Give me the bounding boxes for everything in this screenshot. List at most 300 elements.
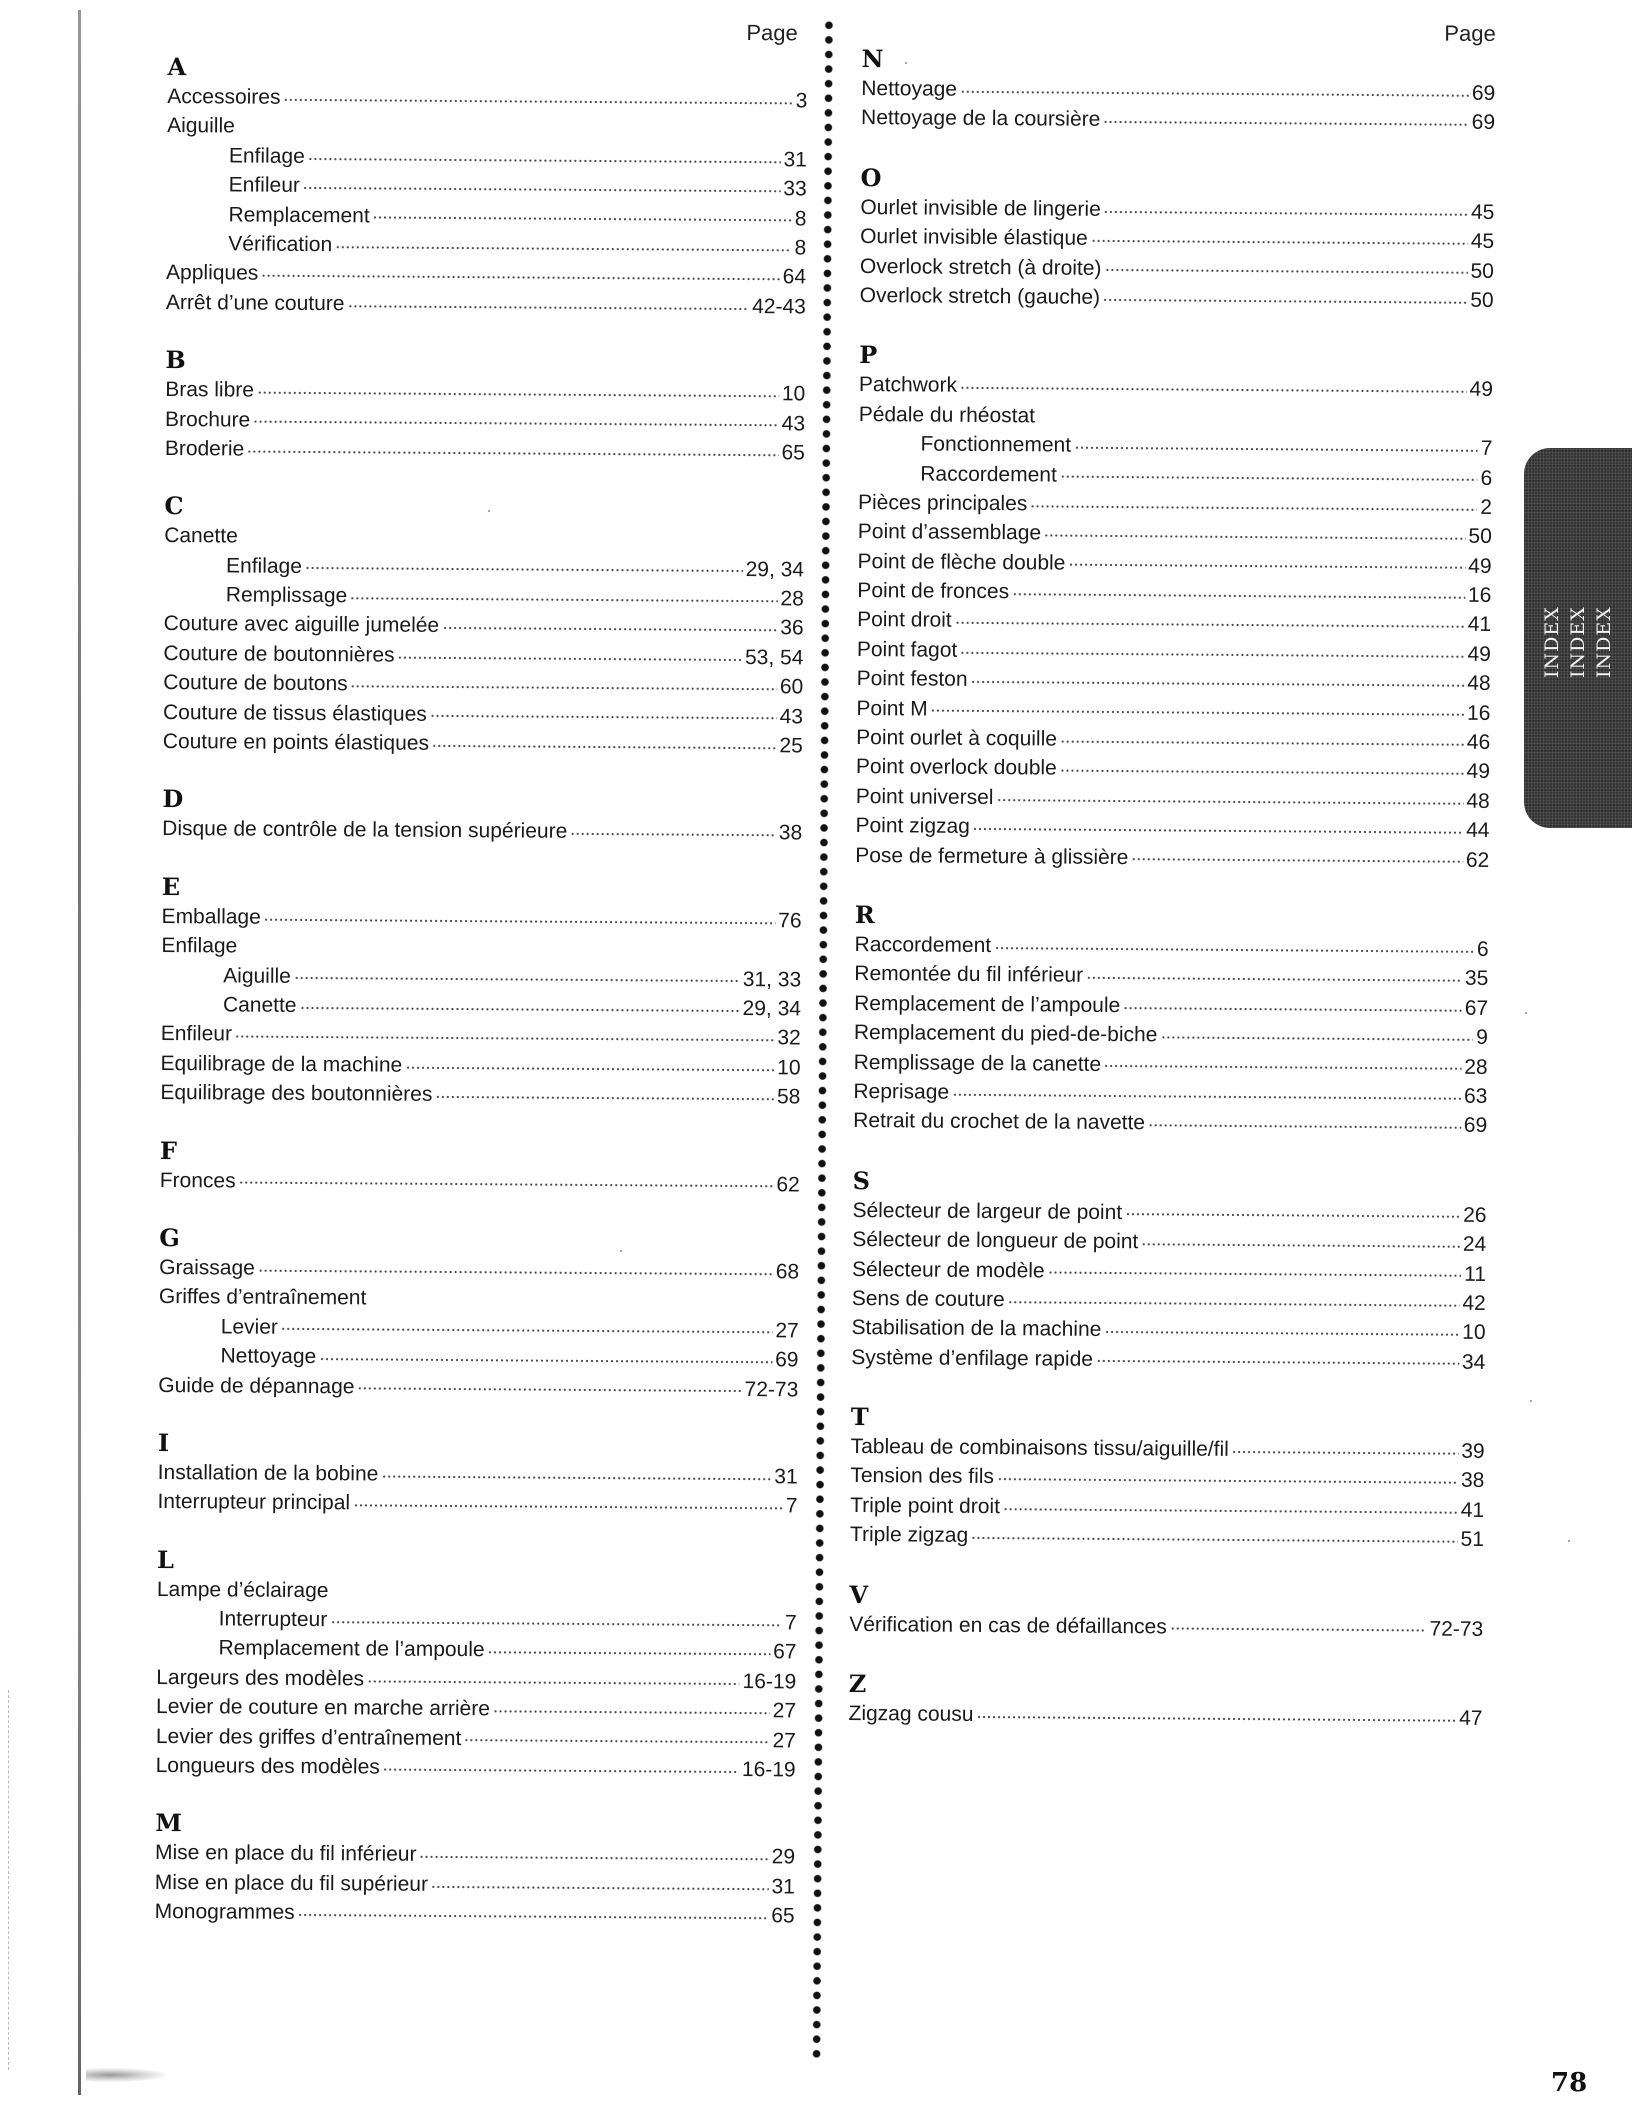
entry-page-number: 28 <box>780 587 804 611</box>
dot-leader <box>1141 1229 1460 1250</box>
index-entry <box>857 576 1491 610</box>
index-section <box>158 1223 799 1404</box>
index-section <box>848 1669 1482 1733</box>
entry-label: Remplacement du pied-de-biche <box>853 1021 1158 1047</box>
dot-leader <box>1104 1052 1461 1074</box>
section-letter: O <box>860 162 882 192</box>
index-section <box>166 52 808 322</box>
entry-page-number: 33 <box>783 177 807 201</box>
entry-label: Raccordement <box>854 932 992 958</box>
index-section <box>160 1136 800 1200</box>
dot-leader <box>973 814 1463 837</box>
index-entry <box>853 1106 1487 1140</box>
entry-label: Remplacement de l’ampoule <box>218 1636 485 1662</box>
dot-leader <box>367 1666 740 1687</box>
dot-leader <box>1160 1023 1473 1044</box>
entry-label: Mise en place du fil supérieur <box>154 1870 429 1896</box>
entry-page-number: 16 <box>1467 583 1492 608</box>
entry-page-number: 10 <box>1462 1321 1486 1345</box>
section-gap <box>157 1517 797 1549</box>
dot-leader <box>431 1872 769 1893</box>
entry-page-number: 65 <box>771 1904 795 1928</box>
index-subentry <box>157 1604 797 1638</box>
dot-leader <box>1068 550 1465 572</box>
entry-label: Couture de tissus élastiques <box>162 700 427 726</box>
index-entry <box>855 841 1489 875</box>
entry-page-number: 49 <box>1468 554 1492 578</box>
entry-label: Remplissage de la canette <box>853 1050 1102 1076</box>
entry-label: Triple point droit <box>850 1493 1001 1518</box>
scan-speck <box>1530 1400 1532 1402</box>
entry-page-number: 50 <box>1470 288 1494 312</box>
entry-label: Monogrammes <box>154 1900 295 1925</box>
entry-label: Sélecteur de longueur de point <box>852 1228 1139 1254</box>
entry-label: Levier des griffes d’entraînement <box>155 1724 462 1750</box>
index-entry <box>156 1692 796 1726</box>
dot-leader <box>405 1053 774 1074</box>
dot-leader <box>1048 1258 1462 1280</box>
dot-leader <box>330 1607 782 1629</box>
dot-leader <box>335 232 792 254</box>
index-subentry <box>161 990 801 1024</box>
section-gap <box>163 756 803 788</box>
section-gap <box>158 1400 798 1432</box>
entry-page-number: 27 <box>772 1699 797 1723</box>
entry-page-number: 62 <box>776 1172 800 1196</box>
dot-leader <box>257 378 779 401</box>
index-entry <box>861 103 1495 137</box>
entry-page-number: 35 <box>1464 967 1489 991</box>
entry-label: Equilibrage des boutonnières <box>160 1081 433 1107</box>
dot-leader <box>1060 462 1478 484</box>
dot-leader <box>319 1344 772 1366</box>
index-section <box>162 784 802 848</box>
dot-leader <box>1232 1437 1459 1458</box>
dot-leader <box>996 785 1463 808</box>
index-subentry <box>166 200 806 234</box>
dot-leader <box>258 1256 773 1278</box>
entry-page-number: 8 <box>794 236 807 260</box>
entry-label: Mise en place du fil inférieur <box>154 1841 417 1867</box>
dot-leader <box>261 261 780 284</box>
entry-page-number: 53, 54 <box>744 645 804 670</box>
index-entry <box>161 931 801 965</box>
section-gap <box>165 463 805 495</box>
index-column-left <box>154 0 808 1928</box>
entry-page-number: 7 <box>1480 436 1493 461</box>
dot-leader <box>976 1702 1456 1725</box>
entry-page-number: 64 <box>782 265 807 289</box>
dot-leader <box>1008 1287 1460 1309</box>
dot-leader <box>1012 579 1465 601</box>
index-section <box>165 345 806 468</box>
entry-page-number: 68 <box>775 1260 800 1284</box>
page-column-heading: Page <box>746 20 798 46</box>
entry-page-number: 34 <box>1461 1350 1486 1374</box>
index-section <box>855 340 1493 875</box>
entry-label: Point M <box>856 696 928 721</box>
entry-label: Nettoyage <box>220 1344 317 1369</box>
index-entry <box>157 1575 797 1609</box>
index-entry <box>165 434 805 468</box>
entry-label: Point feston <box>856 667 968 692</box>
index-entry <box>158 1458 798 1492</box>
entry-page-number: 58 <box>776 1085 801 1109</box>
dot-leader <box>971 1523 1457 1546</box>
index-section <box>850 1402 1485 1555</box>
index-entry <box>857 664 1491 698</box>
entry-page-number: 49 <box>1467 642 1491 666</box>
entry-label: Point de fronces <box>857 579 1010 604</box>
entry-label: Overlock stretch (gauche) <box>859 283 1101 309</box>
section-gap <box>162 844 802 876</box>
entry-label: Enfilage <box>225 554 303 578</box>
section-letter: L <box>157 1544 175 1574</box>
entry-page-number: 69 <box>1463 1114 1488 1138</box>
entry-page-number: 72-73 <box>744 1377 799 1401</box>
dot-leader <box>960 77 1469 100</box>
dot-leader <box>331 1578 794 1600</box>
entry-label: Enfileur <box>228 173 300 198</box>
entry-page-number: 41 <box>1460 1498 1485 1522</box>
dot-leader <box>298 1900 769 1922</box>
scan-smudge <box>86 2068 166 2082</box>
entry-label: Interrupteur principal <box>157 1490 351 1515</box>
entry-label: Equilibrage de la machine <box>160 1051 403 1077</box>
entry-label: Remontée du fil inférieur <box>854 962 1084 988</box>
entry-label: Aiguille <box>223 964 291 988</box>
scan-margin-line <box>8 1690 10 2070</box>
index-entry <box>155 1868 795 1902</box>
section-letter: R <box>854 899 875 930</box>
entry-label: Vérification en cas de défaillances <box>849 1612 1167 1639</box>
dot-leader <box>238 114 804 137</box>
page-column-heading: Page <box>1444 20 1496 46</box>
dot-leader <box>239 1168 774 1191</box>
index-section <box>861 44 1496 138</box>
entry-label: Sélecteur de largeur de point <box>852 1198 1123 1224</box>
index-entry <box>162 814 802 848</box>
entry-page-number: 47 <box>1459 1706 1483 1730</box>
dot-leader <box>1060 756 1464 778</box>
dot-leader <box>241 524 802 547</box>
dot-leader <box>381 1462 771 1484</box>
index-entry <box>155 1897 795 1931</box>
index-entry <box>163 727 803 761</box>
entry-page-number: 50 <box>1468 525 1492 549</box>
entry-label: Pièces principales <box>857 490 1028 516</box>
index-subentry <box>161 961 801 995</box>
entry-page-number: 11 <box>1464 1262 1487 1286</box>
section-letter: N <box>861 43 884 74</box>
dot-leader <box>1148 1111 1461 1132</box>
index-subentry <box>167 141 807 175</box>
section-letter: D <box>162 784 184 814</box>
entry-label: Lampe d’éclairage <box>156 1577 329 1602</box>
index-entry <box>161 902 801 936</box>
entry-page-number: 32 <box>777 1026 801 1050</box>
dot-leader <box>253 407 779 430</box>
index-side-tab <box>1524 448 1632 828</box>
column-divider-dots <box>811 18 835 2058</box>
index-entry <box>157 1487 797 1521</box>
section-gap <box>155 1780 795 1812</box>
entry-label: Reprisage <box>853 1079 950 1104</box>
entry-label: Griffes d’entraînement <box>158 1285 367 1310</box>
dot-leader <box>493 1697 770 1718</box>
dot-leader <box>994 933 1474 956</box>
entry-page-number: 16-19 <box>741 1758 796 1782</box>
dot-leader <box>960 373 1467 396</box>
index-section <box>163 491 805 761</box>
entry-label: Patchwork <box>858 373 958 398</box>
entry-page-number: 6 <box>1476 937 1489 961</box>
entry-label: Emballage <box>161 904 261 929</box>
dot-leader <box>350 583 777 605</box>
entry-label: Stabilisation de la machine <box>851 1316 1102 1342</box>
entry-label: Fonctionnement <box>920 432 1072 457</box>
dot-leader <box>1104 256 1467 278</box>
section-letter: C <box>164 491 184 521</box>
entry-page-number: 31 <box>774 1465 798 1489</box>
entry-page-number: 50 <box>1470 259 1494 283</box>
side-tab-label: INDEX <box>1593 606 1615 678</box>
entry-label: Longueurs des modèles <box>155 1753 380 1779</box>
entry-page-number: 42-43 <box>752 294 806 319</box>
entry-label: Arrêt d’une couture <box>165 290 345 315</box>
entry-page-number: 7 <box>784 1611 797 1635</box>
section-letter: M <box>155 1808 182 1838</box>
entry-label: Point droit <box>857 608 952 633</box>
entry-page-number: 72-73 <box>1429 1617 1484 1641</box>
dot-leader <box>300 993 740 1015</box>
entry-label: Couture avec aiguille jumelée <box>163 612 440 638</box>
scan-speck <box>488 510 490 512</box>
section-letter: B <box>165 345 186 375</box>
section-gap <box>159 1195 799 1227</box>
entry-label: Guide de dépannage <box>158 1373 355 1398</box>
section-gap <box>850 1550 1484 1585</box>
entry-page-number: 36 <box>780 616 804 640</box>
dot-leader <box>369 1286 796 1308</box>
dot-leader <box>281 1315 773 1337</box>
index-list-left <box>155 52 808 1931</box>
index-entry <box>164 609 804 643</box>
dot-leader <box>1074 433 1478 455</box>
index-entry <box>849 1610 1483 1644</box>
entry-label: Aiguille <box>167 114 235 138</box>
entry-label: Vérification <box>228 232 333 257</box>
entry-label: Levier de couture en marche arrière <box>156 1695 491 1721</box>
entry-label: Broderie <box>164 436 245 461</box>
dot-leader <box>960 638 1464 661</box>
index-entry <box>161 1019 801 1053</box>
section-letter: E <box>161 871 181 901</box>
entry-label: Couture de boutonnières <box>163 641 395 667</box>
section-gap <box>849 1639 1483 1674</box>
index-entry <box>860 281 1494 315</box>
entry-label: Enfilage <box>228 144 305 168</box>
dot-leader <box>1060 727 1464 749</box>
index-entry <box>165 405 805 439</box>
dot-leader <box>351 672 777 694</box>
entry-page-number: 43 <box>781 411 806 435</box>
entry-page-number: 49 <box>1466 760 1491 784</box>
scan-speck <box>905 62 907 64</box>
entry-label: Point de flèche double <box>857 549 1066 575</box>
section-letter: A <box>167 51 187 82</box>
entry-label: Tableau de combinaisons tissu/aiguille/fil <box>850 1435 1229 1461</box>
dot-leader <box>357 1374 741 1396</box>
entry-label: Raccordement <box>920 461 1057 487</box>
dot-leader <box>430 702 777 723</box>
dot-leader <box>240 934 798 957</box>
entry-label: Enfilage <box>161 934 238 958</box>
section-gap <box>859 310 1493 345</box>
page-number: 78 <box>1551 2068 1588 2098</box>
index-entry <box>156 1751 796 1785</box>
index-subentry <box>164 551 804 585</box>
entry-page-number: 29, 34 <box>745 557 805 582</box>
dot-leader <box>308 144 781 166</box>
entry-page-number: 60 <box>779 675 804 699</box>
dot-leader <box>1104 197 1468 219</box>
entry-label: Point ourlet à coquille <box>856 726 1058 751</box>
entry-page-number: 38 <box>778 821 803 845</box>
side-tab-label: INDEX <box>1541 606 1563 678</box>
section-letter: V <box>849 1579 869 1609</box>
entry-page-number: 76 <box>778 909 802 933</box>
entry-label: Remplissage <box>225 583 348 608</box>
entry-page-number: 6 <box>1480 466 1493 490</box>
index-section <box>155 1808 796 1931</box>
index-entry <box>155 1838 795 1872</box>
entry-label: Accessoires <box>167 84 281 109</box>
entry-page-number: 42 <box>1462 1291 1486 1315</box>
entry-label: Ourlet invisible élastique <box>860 225 1088 250</box>
dot-leader <box>1131 845 1463 866</box>
entry-label: Pose de fermeture à glissière <box>855 843 1129 869</box>
index-entry <box>159 1282 799 1316</box>
section-gap <box>861 133 1495 168</box>
dot-leader <box>1003 1494 1458 1516</box>
index-entry <box>165 375 805 409</box>
dot-leader <box>353 1491 783 1513</box>
entry-page-number: 63 <box>1463 1084 1488 1108</box>
entry-page-number: 25 <box>779 734 803 758</box>
index-entry <box>850 1520 1484 1554</box>
section-letter: I <box>157 1427 170 1457</box>
dot-leader <box>955 608 1465 631</box>
entry-label: Zigzag cousu <box>848 1701 974 1726</box>
entry-page-number: 45 <box>1470 200 1495 224</box>
index-entry <box>163 668 803 702</box>
entry-label: Retrait du crochet de la navette <box>853 1109 1146 1135</box>
dot-leader <box>398 643 743 664</box>
dot-leader <box>1103 285 1467 307</box>
index-entry <box>167 111 807 145</box>
section-gap <box>160 1108 800 1140</box>
section-letter: Z <box>848 1668 867 1699</box>
entry-page-number: 28 <box>1464 1055 1488 1079</box>
scan-speck <box>620 1250 622 1252</box>
entry-label: Canette <box>222 993 297 1017</box>
entry-page-number: 29 <box>771 1845 796 1869</box>
entry-page-number: 27 <box>775 1318 799 1343</box>
index-entry <box>166 288 806 322</box>
dot-leader <box>347 291 749 313</box>
index-entry <box>848 1699 1482 1733</box>
entry-label: Nettoyage de la coursière <box>860 106 1101 132</box>
entry-label: Point overlock double <box>855 755 1057 780</box>
index-entry <box>156 1663 796 1697</box>
entry-page-number: 10 <box>777 1056 801 1080</box>
dot-leader <box>1038 403 1490 425</box>
index-subentry <box>156 1633 796 1667</box>
entry-label: Tension des fils <box>850 1464 995 1489</box>
entry-label: Graissage <box>159 1255 255 1280</box>
index-entry <box>160 1166 800 1200</box>
index-entry <box>166 258 806 292</box>
entry-label: Ourlet invisible de lingerie <box>860 195 1101 221</box>
dot-leader <box>1086 963 1462 985</box>
index-entry <box>160 1049 800 1083</box>
entry-page-number: 67 <box>773 1640 797 1664</box>
entry-page-number: 69 <box>775 1348 799 1372</box>
binding-edge <box>78 10 81 2095</box>
dot-leader <box>1125 1200 1460 1222</box>
index-entry <box>158 1370 798 1404</box>
side-tab-label: INDEX <box>1567 606 1589 678</box>
index-subentry <box>164 580 804 614</box>
dot-leader <box>1123 993 1462 1015</box>
section-gap <box>853 1136 1487 1171</box>
dot-leader <box>997 1465 1458 1488</box>
entry-label: Point d’assemblage <box>857 520 1042 545</box>
index-subentry <box>167 170 807 204</box>
entry-label: Disque de contrôle de la tension supérieure <box>162 817 568 844</box>
dot-leader <box>1091 226 1468 248</box>
entry-page-number: 7 <box>785 1494 798 1518</box>
section-letter: T <box>850 1402 869 1432</box>
entry-label: Point universel <box>855 784 994 809</box>
index-section <box>156 1545 798 1785</box>
entry-label: Installation de la bobine <box>157 1460 379 1486</box>
entry-page-number: 48 <box>1466 789 1490 813</box>
section-letter: S <box>852 1165 871 1195</box>
entry-page-number: 2 <box>1480 495 1493 519</box>
scan-speck <box>1525 1012 1527 1014</box>
entry-label: Couture de boutons <box>163 671 348 696</box>
entry-label: Triple zigzag <box>849 1523 969 1548</box>
index-list-right <box>848 44 1495 1733</box>
entry-label: Remplacement <box>228 202 370 227</box>
dot-leader <box>235 1022 775 1045</box>
index-section <box>849 1580 1483 1644</box>
entry-page-number: 24 <box>1462 1232 1487 1257</box>
index-entry <box>160 1078 800 1112</box>
dot-leader <box>373 203 792 225</box>
entry-label: Nettoyage <box>861 76 958 101</box>
section-gap <box>851 1372 1485 1407</box>
index-entry <box>163 698 803 732</box>
section-gap <box>166 317 806 349</box>
dot-leader <box>1170 1614 1427 1635</box>
index-section <box>860 163 1495 316</box>
entry-page-number: 51 <box>1460 1527 1485 1552</box>
dot-leader <box>971 667 1465 690</box>
index-entry <box>163 639 803 673</box>
